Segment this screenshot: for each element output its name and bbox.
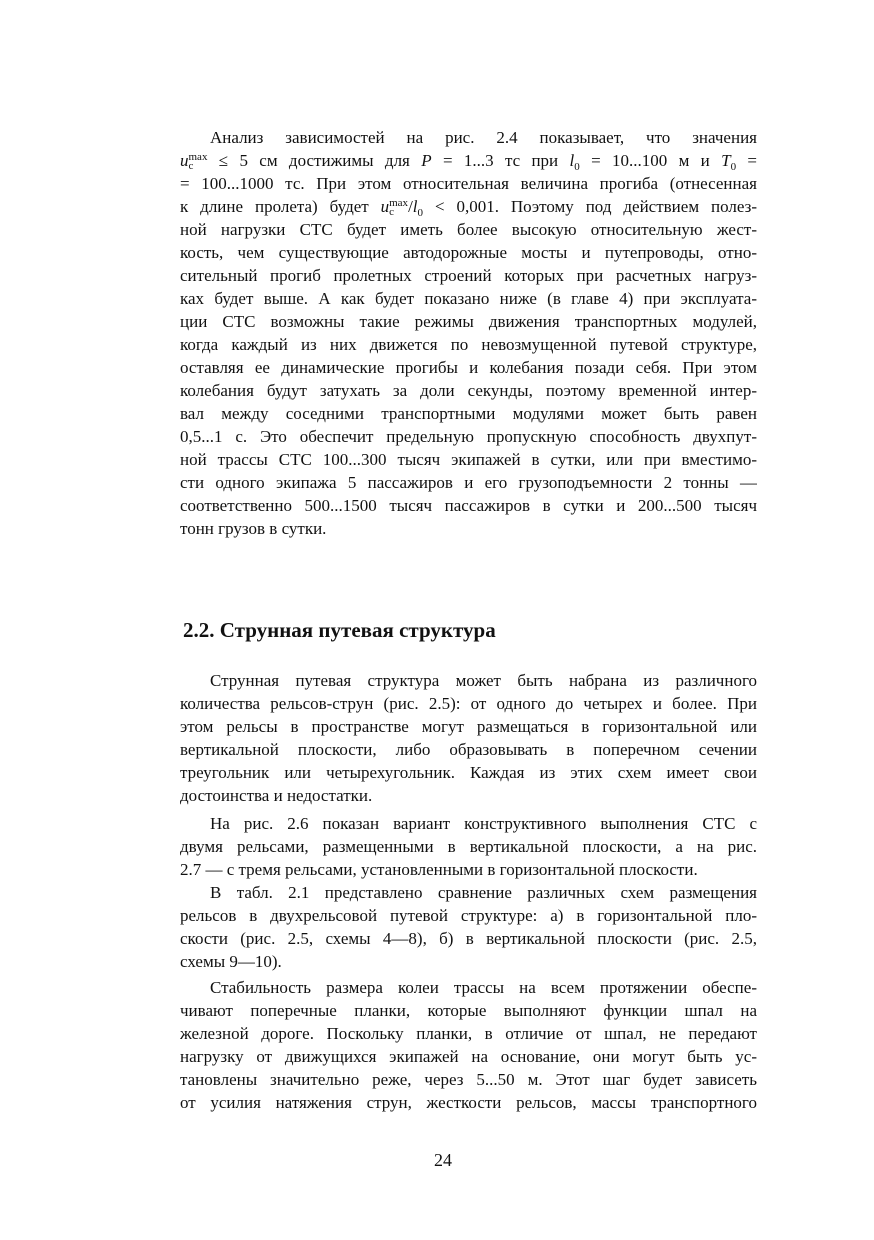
var-u: u	[180, 151, 189, 170]
text-line: двумя рельсами, размещенными в вертикальной плоскости, а на рис.	[180, 837, 757, 856]
text-line: ции СТС возможны такие режимы движения транспортных модулей,	[180, 312, 757, 331]
text-line: железной дороге. Поскольку планки, в отличие от шпал, не передают	[180, 1024, 757, 1043]
paragraph	[180, 976, 757, 1114]
page-number: 24	[434, 1150, 452, 1170]
var-l: l	[569, 151, 575, 170]
text: = 1...3 тс при	[431, 151, 570, 170]
text-line: этом рельсы в пространстве могут размещаться в горизонтальной или	[180, 717, 757, 736]
var-l: l	[412, 197, 418, 216]
text-line: В табл. 2.1 представлено сравнение различных схем размещения	[210, 883, 757, 902]
paragraph	[180, 669, 757, 807]
text-line: рельсов в двухрельсовой путевой структуре: а) в горизонтальной пло-	[180, 906, 757, 925]
text-line: количества рельсов-струн (рис. 2.5): от одного до четырех и более. При	[180, 694, 757, 713]
text-line: кость, чем существующие автодорожные мосты и путепроводы, отно-	[180, 243, 757, 262]
text-line: На рис. 2.6 показан вариант конструктивного выполнения СТС с	[210, 814, 757, 833]
text-line: тановлены значительно реже, через 5...50 м. Этот шаг будет зависеть	[180, 1070, 757, 1089]
sub-0: 0	[574, 161, 580, 172]
sup-max: max	[188, 151, 208, 163]
text-line: чивают поперечные планки, которые выполняют функции шпал на	[180, 1001, 757, 1020]
paragraph	[180, 812, 757, 881]
text-line: достоинства и недостатки.	[180, 786, 373, 805]
sub-0: 0	[730, 161, 737, 172]
sub-c: c	[188, 160, 194, 172]
text-line: Струнная путевая структура может быть набрана из различного	[210, 671, 757, 690]
text: < 0,001. Поэтому под действием полез-	[423, 197, 757, 216]
text: /	[408, 197, 413, 216]
sub-0: 0	[417, 207, 424, 218]
text-line: скости (рис. 2.5, схемы 4—8), б) в вертикальной плоскости (рис. 2.5,	[180, 929, 757, 948]
text-line: ной трассы СТС 100...300 тысяч экипажей в сутки, или при вместимо-	[180, 450, 757, 469]
paragraph-intro-rest	[180, 218, 757, 540]
text-line: вертикальной плоскости, либо образовывать в поперечном сечении	[180, 740, 757, 759]
text-line: схемы 9—10).	[180, 952, 282, 971]
text-line: треугольник или четырехугольник. Каждая из этих схем имеет свои	[180, 763, 757, 782]
text-line: колебания будут затухать за доли секунды, поэтому временной интер-	[180, 381, 757, 400]
text-line: соответственно 500...1500 тысяч пассажиров в сутки и 200...500 тысяч	[180, 496, 757, 515]
text: к длине пролета) будет	[180, 197, 381, 216]
text-line: сти одного экипажа 5 пассажиров и его грузоподъемности 2 тонны —	[180, 473, 757, 492]
text-line: ках будет выше. А как будет показано ниже (в главе 4) при эксплуата-	[180, 289, 757, 308]
text-line: 2.7 — с тремя рельсами, установленными в горизонтальной плоскости.	[180, 860, 698, 879]
text-line: ной нагрузки СТС будет иметь более высокую относительную жест-	[180, 220, 757, 239]
text-line: Анализ зависимостей на рис. 2.4 показывает, что значения	[210, 128, 757, 147]
text: = 10...100 м и	[579, 151, 722, 170]
var-t: T	[721, 151, 731, 170]
sup-max: max	[389, 197, 409, 209]
text-line: 0,5...1 с. Это обеспечит предельную пропускную способность двухпут-	[180, 427, 757, 446]
text: ≤ 5 см достижимы для	[207, 151, 422, 170]
var-p: P	[421, 151, 432, 170]
text-line: сительный прогиб пролетных строений которых при расчетных нагруз-	[180, 266, 757, 285]
text-line: от усилия натяжения струн, жесткости рельсов, массы транспортного	[180, 1093, 757, 1112]
text-line: Стабильность размера колеи трассы на всем протяжении обеспе-	[210, 978, 757, 997]
math-line	[180, 149, 757, 172]
text-line: тонн грузов в сутки.	[180, 519, 327, 538]
var-u: u	[380, 197, 390, 216]
text-line: вал между соседними транспортными модулями может быть равен	[180, 404, 757, 423]
paragraph	[180, 881, 757, 973]
math-line	[180, 195, 757, 218]
section-heading: 2.2. Струнная путевая структура	[183, 618, 496, 642]
paragraph-intro	[180, 126, 757, 540]
text: =	[736, 151, 757, 170]
text-line: когда каждый из них движется по невозмущенной путевой структуре,	[180, 335, 757, 354]
sub-c: c	[389, 206, 394, 218]
text-line: оставляя ее динамические прогибы и колебания позади себя. При этом	[180, 358, 757, 377]
text-line: нагрузку от движущихся экипажей на основание, они могут быть ус-	[180, 1047, 757, 1066]
text-line: = 100...1000 тс. При этом относительная величина прогиба (отнесенная	[180, 174, 757, 193]
